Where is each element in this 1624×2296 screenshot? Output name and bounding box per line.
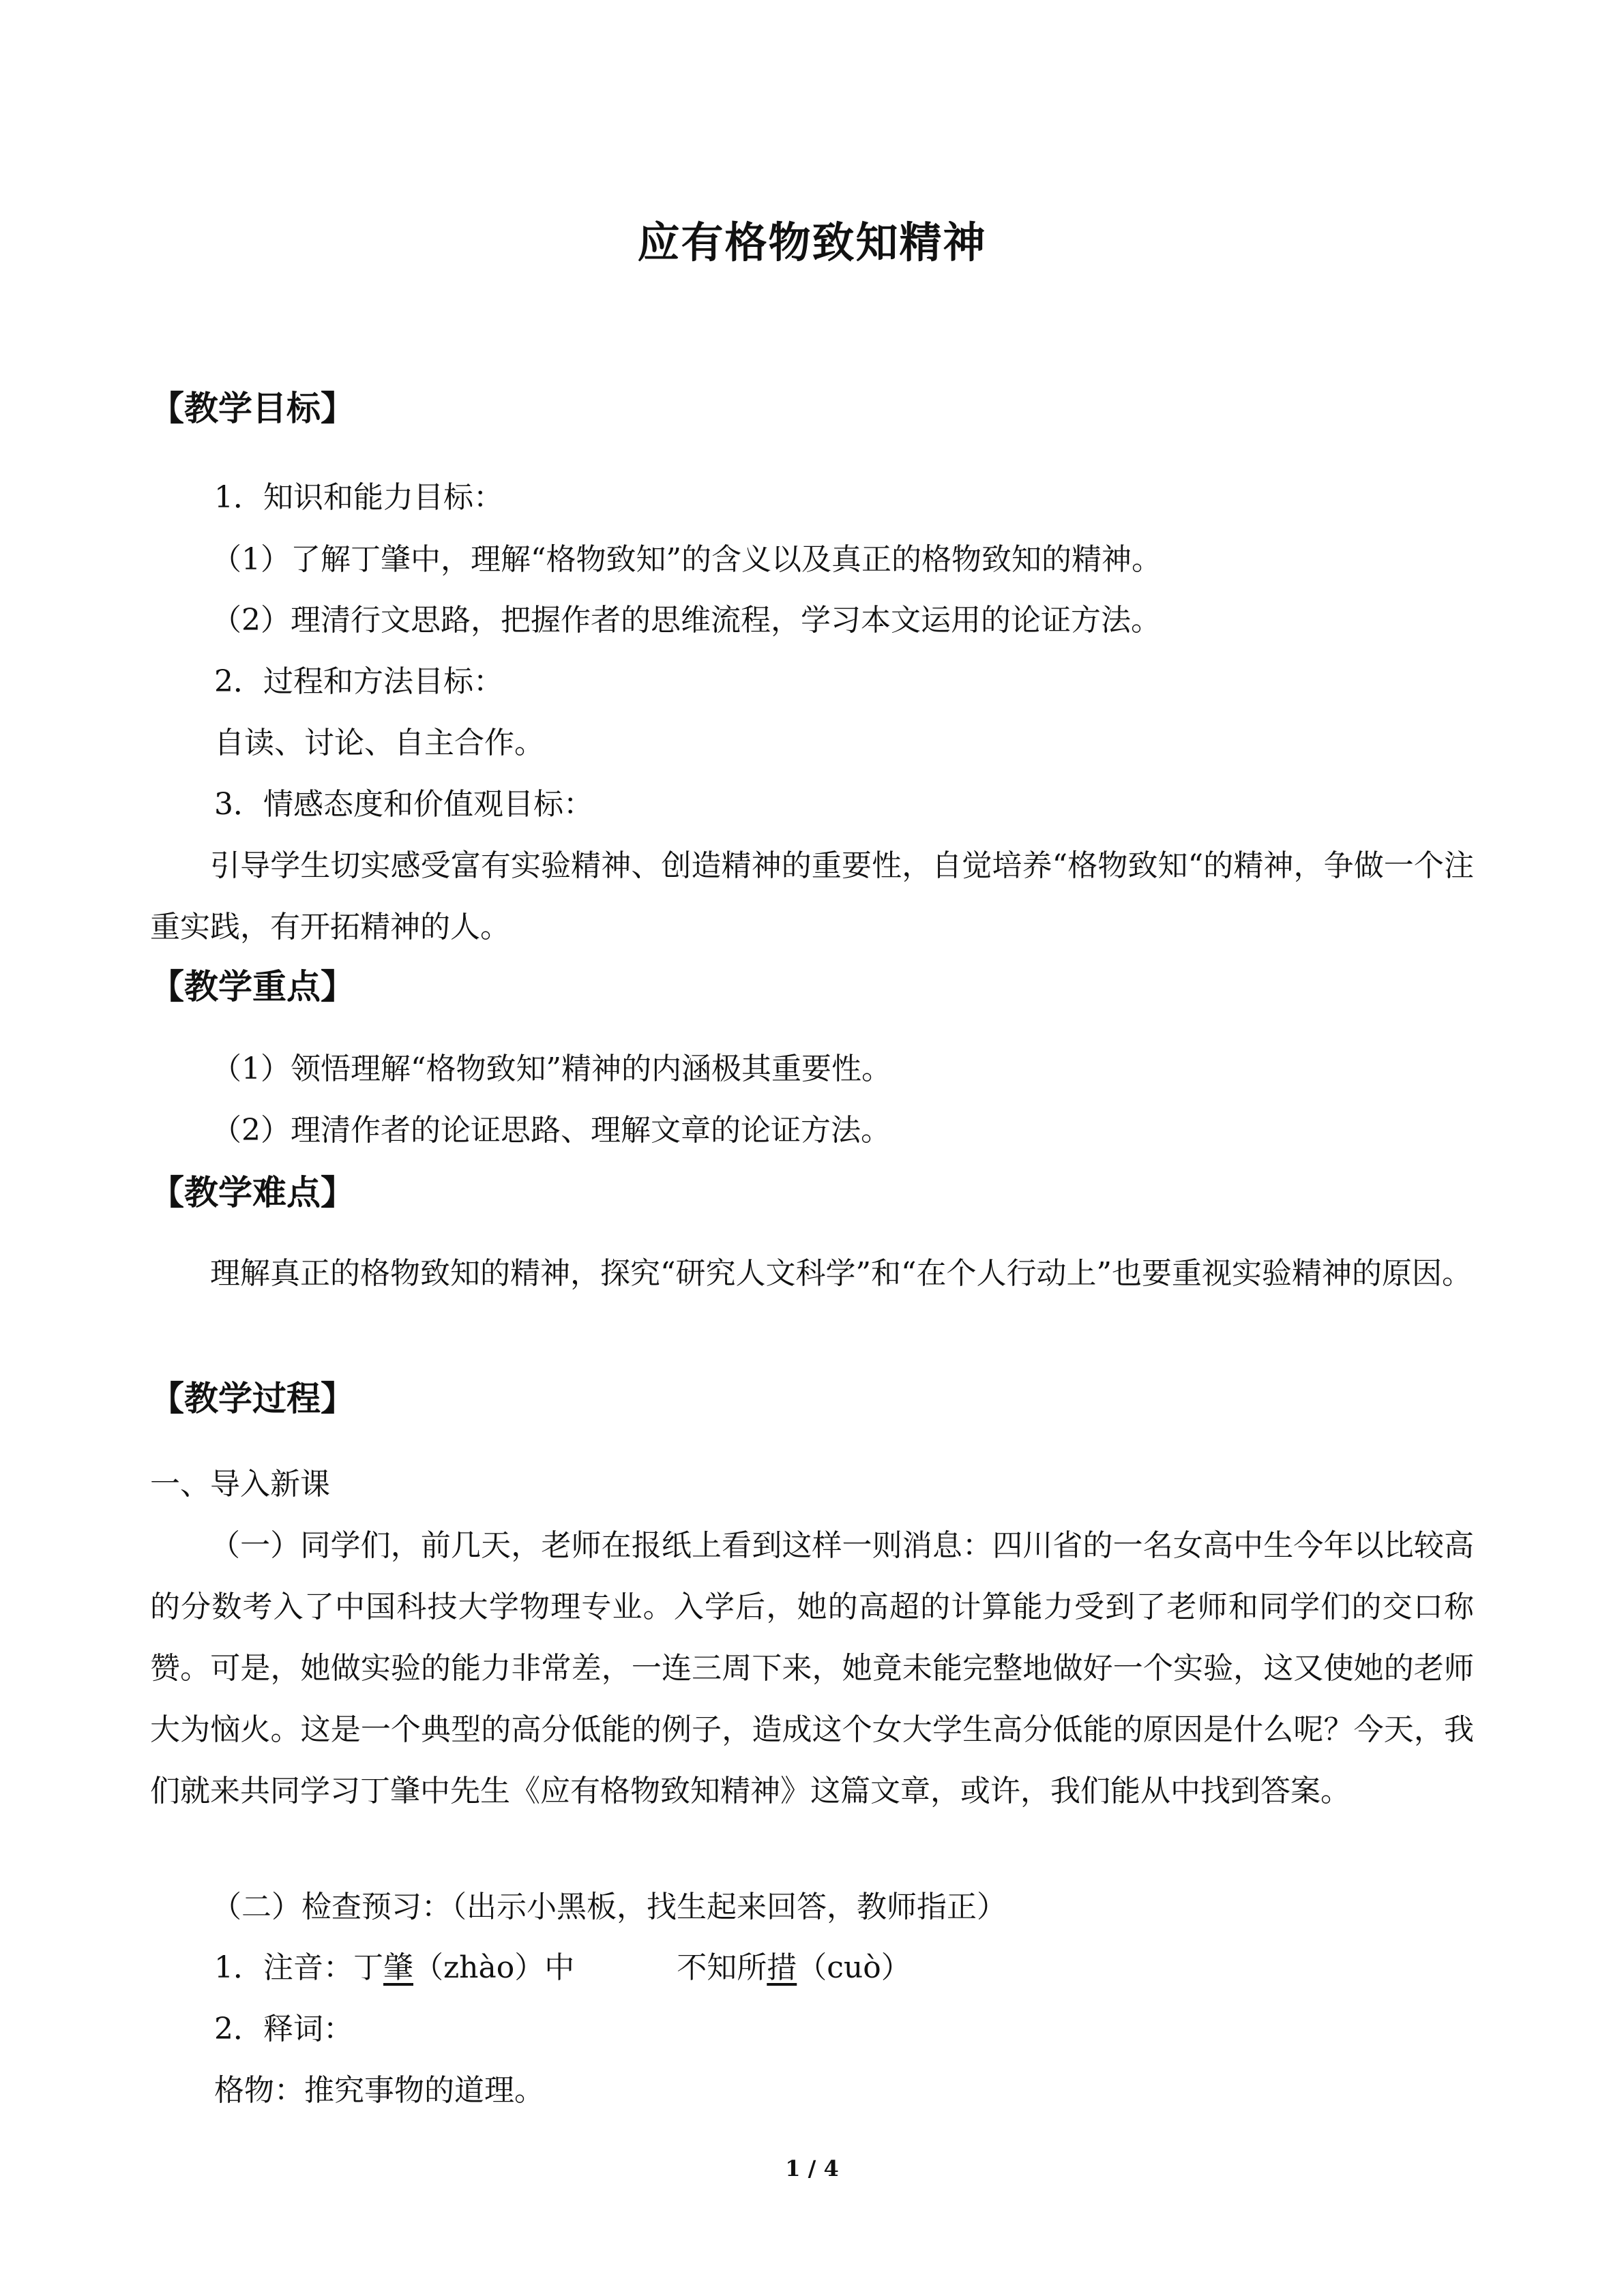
pinyin-word2-pre: 不知所 (677, 1950, 767, 1985)
objectives-heading: 【教学目标】 (150, 389, 355, 428)
define-item: 格物：推究事物的道理。 (214, 2073, 544, 2108)
define-label: 2．释词： (214, 2012, 353, 2046)
key-points-item: （1）领悟理解“格物致知”精神的内涵极其重要性。 (211, 1052, 891, 1086)
objectives-item: 自读、讨论、自主合作。 (214, 726, 544, 760)
objectives-item: 3．情感态度和价值观目标： (214, 787, 593, 822)
objectives-item: 1．知识和能力目标： (214, 480, 503, 515)
pinyin-word1-post: （zhào）中 (413, 1950, 575, 1985)
intro-paragraph: （一）同学们，前几天，老师在报纸上看到这样一则消息：四川省的一名女高中生今年以比较高的分数考入了中国科技大学物理专业。入学后，她的高超的计算能力受到了老师和同学们的交口称赞。可是，她做实验的能力非常差，一连三周下来，她竟未能完整地做好一个实验，这又使她的老师大为恼火。这是一个典型的高分低能的例子，造成这个女大学生高分低能的原因是什么呢？今天，我们就来共同学习丁肇中先生《应有格物致知精神》这篇文章，或许，我们能从中找到答案。 (150, 1528, 1474, 1808)
preview-line: （二）检查预习：（出示小黑板，找生起来回答，教师指正） (211, 1890, 1007, 1924)
page-number: 1 / 4 (785, 2156, 839, 2181)
pinyin-word2-post: （cuò） (797, 1950, 911, 1985)
document-title: 应有格物致知精神 (637, 218, 987, 267)
difficulties-heading: 【教学难点】 (150, 1173, 355, 1212)
key-points-heading: 【教学重点】 (150, 967, 355, 1007)
objectives-item: 2．过程和方法目标： (214, 664, 503, 699)
objectives-item: （2）理清行文思路，把握作者的思维流程，学习本文运用的论证方法。 (211, 603, 1161, 638)
pinyin-word1-pre: 丁 (353, 1950, 383, 1985)
objectives-paragraph: 引导学生切实感受富有实验精神、创造精神的重要性，自觉培养“格物致知“的精神，争做一个注重实践，有开拓精神的人。 (150, 848, 1474, 944)
pinyin-label: 1．注音： (214, 1950, 353, 1985)
pinyin-word2-char: 措 (767, 1950, 797, 1985)
pinyin-word1-char: 肇 (383, 1950, 413, 1985)
section-title: 一、导入新课 (150, 1467, 330, 1502)
difficulties-paragraph: 理解真正的格物致知的精神，探究“研究人文科学”和“在个人行动上”也要重视实验精神的原因。 (210, 1256, 1472, 1291)
process-heading: 【教学过程】 (150, 1379, 355, 1418)
key-points-item: （2）理清作者的论证思路、理解文章的论证方法。 (211, 1113, 891, 1148)
pinyin-line (214, 1948, 1538, 1988)
objectives-item: （1）了解丁肇中，理解“格物致知”的含义以及真正的格物致知的精神。 (211, 542, 1162, 577)
